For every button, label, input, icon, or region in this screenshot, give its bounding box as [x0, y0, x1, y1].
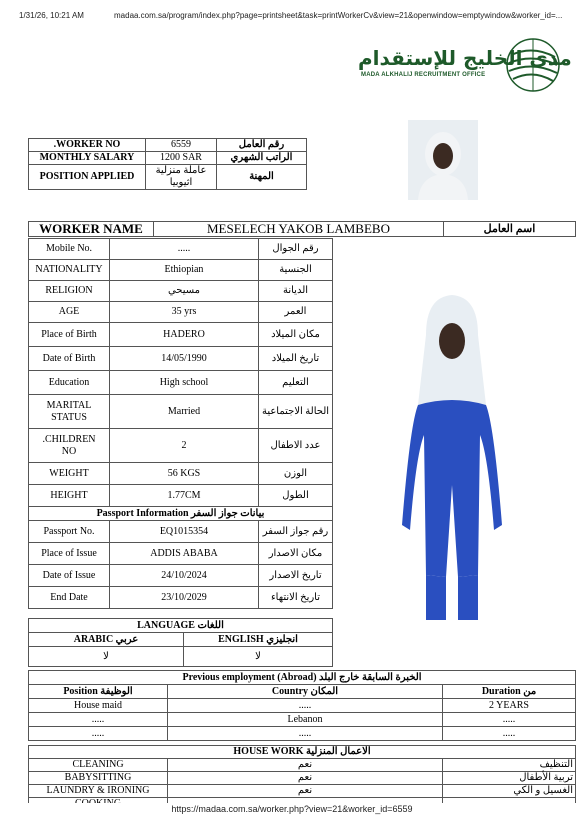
- position-col-header: [29, 685, 168, 699]
- previous-title-en: Previous employment (Abroad): [182, 671, 317, 683]
- detail-label: RELIGION: [29, 281, 110, 302]
- passport-label-ar: مكان الاصدار: [259, 543, 333, 565]
- prev-duration: .....: [443, 727, 576, 741]
- language-title-en: LANGUAGE: [137, 619, 195, 631]
- english-header-ar: انجليزي: [266, 633, 298, 645]
- housework-label: LAUNDRY & IRONING: [29, 785, 168, 798]
- detail-label-ar: عدد الاطفال: [259, 429, 333, 463]
- detail-label-ar: العمر: [259, 302, 333, 323]
- detail-label: Date of Birth: [29, 347, 110, 371]
- worker-name-label: WORKER NAME: [29, 222, 154, 237]
- house-work-section-title: [29, 746, 576, 759]
- detail-label-ar: الجنسية: [259, 260, 333, 281]
- passport-label: Date of Issue: [29, 565, 110, 587]
- passport-label-ar: تاريخ الانتهاء: [259, 587, 333, 609]
- table-row: [29, 165, 307, 190]
- previous-section-title: [29, 671, 576, 685]
- table-row: [29, 727, 576, 741]
- table-row: [29, 239, 333, 260]
- table-row: [29, 619, 333, 633]
- table-row: [29, 647, 333, 667]
- english-value: لا: [184, 647, 333, 667]
- detail-value: High school: [110, 371, 259, 395]
- detail-label: MARITAL STATUS: [29, 395, 110, 429]
- arabic-value: لا: [29, 647, 184, 667]
- detail-label: .CHILDREN NO: [29, 429, 110, 463]
- salary-label-ar: الراتب الشهري: [217, 152, 307, 165]
- language-title-ar: اللغات: [197, 619, 224, 631]
- detail-value: 56 KGS: [110, 463, 259, 485]
- housework-label: BABYSITTING: [29, 772, 168, 785]
- housework-value: نعم: [168, 785, 443, 798]
- detail-value: Married: [110, 395, 259, 429]
- table-row: [29, 429, 333, 463]
- table-row: [29, 713, 576, 727]
- details-table: [28, 238, 333, 609]
- previous-title-ar: الخبرة السابقة خارج البلد: [319, 671, 422, 683]
- arabic-header: [29, 633, 184, 647]
- table-row: [29, 772, 576, 785]
- passport-section-title: [29, 507, 333, 521]
- worker-no-value: 6559: [146, 139, 217, 152]
- logo-arabic-text: مدى الخليج للإستقدام: [358, 46, 572, 70]
- country-col-en: Country: [271, 685, 309, 697]
- table-row: [29, 139, 307, 152]
- salary-label: MONTHLY SALARY: [29, 152, 146, 165]
- table-row: [29, 323, 333, 347]
- prev-duration: 2 YEARS: [443, 699, 576, 713]
- detail-label-ar: الحالة الاجتماعية: [259, 395, 333, 429]
- detail-label-ar: مكان الميلاد: [259, 323, 333, 347]
- housework-value: نعم: [168, 772, 443, 785]
- passport-label: Passport No.: [29, 521, 110, 543]
- table-row: [29, 521, 333, 543]
- table-row: [29, 633, 333, 647]
- table-row: [29, 587, 333, 609]
- housework-label-ar: تربية الأطفال: [443, 772, 576, 785]
- table-row: [29, 281, 333, 302]
- detail-value: 14/05/1990: [110, 347, 259, 371]
- table-row: [29, 507, 333, 521]
- table-row: [29, 371, 333, 395]
- arabic-header-en: ARABIC: [73, 633, 114, 645]
- detail-label: HEIGHT: [29, 485, 110, 507]
- salary-value: 1200 SAR: [146, 152, 217, 165]
- table-row: [29, 302, 333, 323]
- table-row: [29, 260, 333, 281]
- passport-value: 23/10/2029: [110, 587, 259, 609]
- table-row: [29, 759, 576, 772]
- table-row: [29, 785, 576, 798]
- detail-value: HADERO: [110, 323, 259, 347]
- prev-country: Lebanon: [168, 713, 443, 727]
- table-row: [29, 565, 333, 587]
- passport-label: Place of Issue: [29, 543, 110, 565]
- duration-col-ar: من: [523, 685, 537, 697]
- worker-name-label-ar: اسم العامل: [444, 222, 576, 237]
- english-header: [184, 633, 333, 647]
- duration-col-en: Duration: [481, 685, 521, 697]
- duration-col-header: [443, 685, 576, 699]
- position-col-ar: الوظيفة: [100, 685, 133, 697]
- detail-value: مسيحي: [110, 281, 259, 302]
- logo-english-text: MADA ALKHALIJ RECRUITMENT OFFICE: [361, 72, 486, 78]
- detail-label-ar: التعليم: [259, 371, 333, 395]
- worker-no-label-ar: رقم العامل: [217, 139, 307, 152]
- prev-position: .....: [29, 713, 168, 727]
- passport-value: 24/10/2024: [110, 565, 259, 587]
- print-url: madaa.com.sa/program/index.php?page=printsheet&task=printWorkerCv&view=21&openwindow=emptywindow&worker_id=...: [114, 11, 563, 20]
- detail-value: Ethiopian: [110, 260, 259, 281]
- worker-name-value: MESELECH YAKOB LAMBEBO: [154, 222, 444, 237]
- table-row: [29, 463, 333, 485]
- table-row: [29, 699, 576, 713]
- detail-label: Mobile No.: [29, 239, 110, 260]
- passport-label: End Date: [29, 587, 110, 609]
- language-table: [28, 618, 333, 667]
- worker-name-table: [28, 221, 576, 237]
- detail-value: 2: [110, 429, 259, 463]
- company-logo-icon: [503, 35, 563, 95]
- detail-label-ar: رقم الجوال: [259, 239, 333, 260]
- table-row: [29, 222, 576, 237]
- passport-value: ADDIS ABABA: [110, 543, 259, 565]
- passport-label-ar: تاريخ الاصدار: [259, 565, 333, 587]
- table-row: [29, 685, 576, 699]
- position-value: عاملة منزلية اثيوبيا: [146, 165, 217, 190]
- worker-headshot-photo: [408, 120, 478, 200]
- table-row: [29, 152, 307, 165]
- prev-position: .....: [29, 727, 168, 741]
- detail-value: 1.77CM: [110, 485, 259, 507]
- house-work-table: [28, 745, 576, 811]
- worker-no-label: .WORKER NO: [29, 139, 146, 152]
- detail-label: NATIONALITY: [29, 260, 110, 281]
- summary-table: [28, 138, 307, 190]
- prev-country: .....: [168, 699, 443, 713]
- table-row: [29, 671, 576, 685]
- country-col-ar: المكان: [310, 685, 339, 697]
- prev-country: .....: [168, 727, 443, 741]
- table-row: [29, 485, 333, 507]
- passport-title-ar: بيانات جواز السفر: [191, 507, 265, 519]
- detail-label: Place of Birth: [29, 323, 110, 347]
- passport-label-ar: رقم جواز السفر: [259, 521, 333, 543]
- detail-label-ar: الديانة: [259, 281, 333, 302]
- passport-title-en: Passport Information: [96, 507, 189, 519]
- detail-label-ar: تاريخ الميلاد: [259, 347, 333, 371]
- position-label: POSITION APPLIED: [29, 165, 146, 190]
- table-row: [29, 395, 333, 429]
- prev-position: House maid: [29, 699, 168, 713]
- housework-label-ar: التنظيف: [443, 759, 576, 772]
- detail-label-ar: الطول: [259, 485, 333, 507]
- housework-label: CLEANING: [29, 759, 168, 772]
- language-section-title: [29, 619, 333, 633]
- detail-label-ar: الوزن: [259, 463, 333, 485]
- worker-full-photo: [396, 285, 508, 625]
- print-datetime: 1/31/26, 10:21 AM: [19, 11, 84, 20]
- detail-label: WEIGHT: [29, 463, 110, 485]
- table-row: [29, 746, 576, 759]
- prev-duration: .....: [443, 713, 576, 727]
- previous-employment-table: [28, 670, 576, 741]
- english-header-en: ENGLISH: [218, 633, 264, 645]
- table-row: [29, 347, 333, 371]
- detail-value: 35 yrs: [110, 302, 259, 323]
- detail-label: Education: [29, 371, 110, 395]
- country-col-header: [168, 685, 443, 699]
- position-label-ar: المهنة: [217, 165, 307, 190]
- table-row: [29, 543, 333, 565]
- house-work-title-ar: الاعمال المنزلية: [306, 746, 371, 757]
- arabic-header-ar: عربي: [115, 633, 139, 645]
- print-footer-url: https://madaa.com.sa/worker.php?view=21&worker_id=6559: [0, 803, 584, 815]
- housework-label-ar: الغسيل و الكي: [443, 785, 576, 798]
- house-work-title-en: HOUSE WORK: [233, 746, 304, 757]
- position-col-en: Position: [63, 685, 98, 697]
- housework-value: نعم: [168, 759, 443, 772]
- detail-value: .....: [110, 239, 259, 260]
- passport-value: EQ1015354: [110, 521, 259, 543]
- detail-label: AGE: [29, 302, 110, 323]
